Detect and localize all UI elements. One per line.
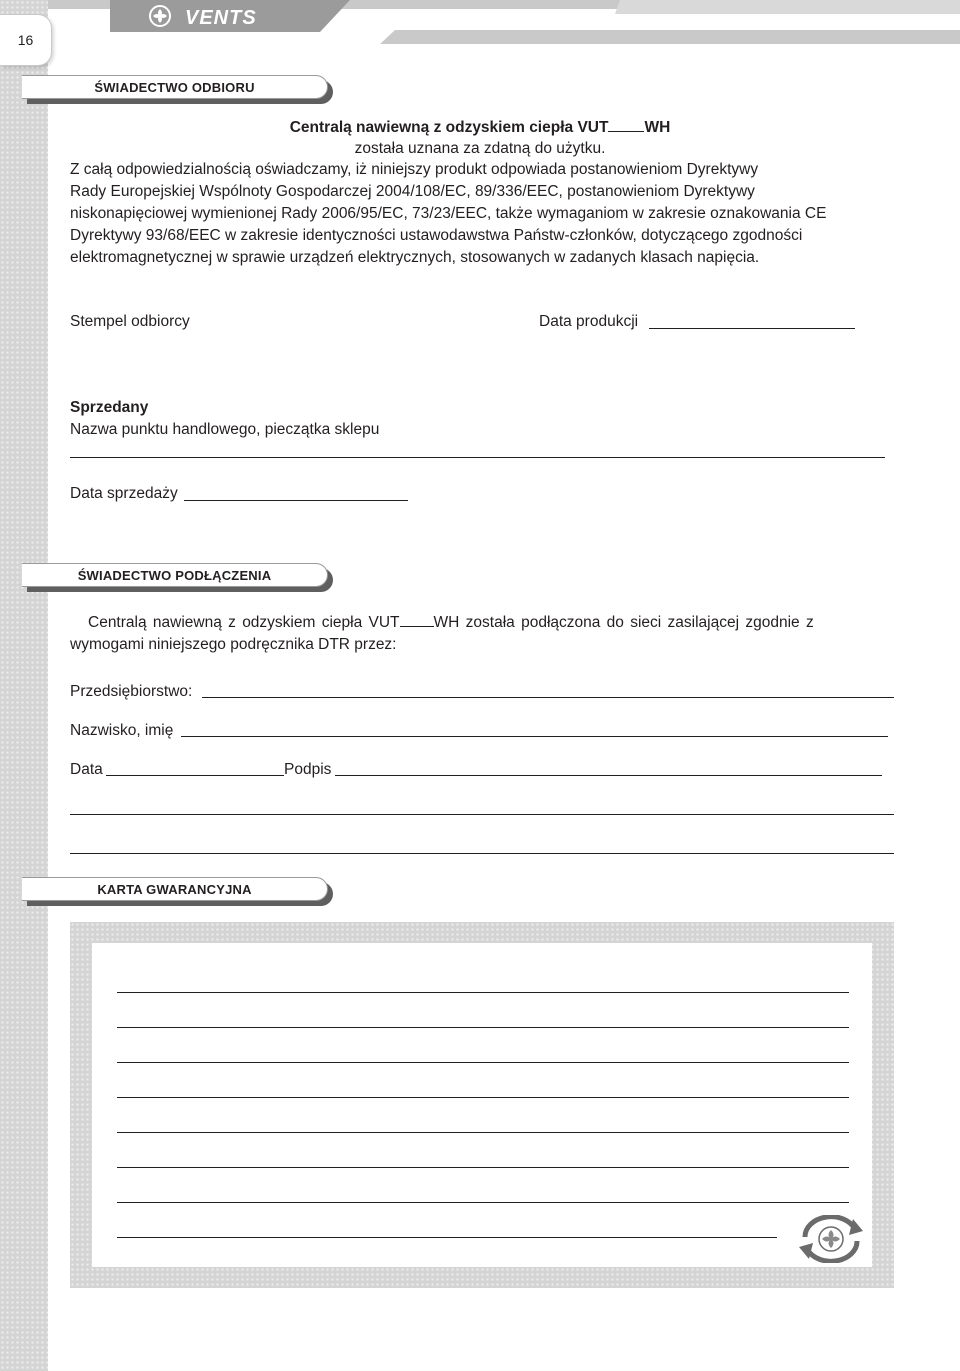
warranty-line-5[interactable] [117, 1132, 849, 1133]
shop-label: Nazwa punktu handlowego, pieczątka sklepu [70, 421, 380, 438]
warranty-line-7[interactable] [117, 1202, 849, 1203]
fan-logo-icon [150, 6, 170, 26]
warranty-line-4[interactable] [117, 1097, 849, 1098]
heading-pill: ŚWIADECTWO PODŁĄCZENIA [22, 563, 328, 587]
page-number: 16 [0, 14, 52, 66]
fan-arrows-icon [797, 1215, 865, 1263]
model-blank[interactable] [400, 613, 434, 627]
stamp-label: Stempel odbiorcy [70, 313, 190, 330]
name-label: Nazwisko, imię [70, 722, 174, 739]
section-heading-warranty [22, 877, 342, 901]
declaration-line-3: niskonapięciowej wymienionej Rady 2006/95/EC, 73/23/EEC, także wymaganiom w zakresie oznakowania CE [70, 205, 827, 222]
accepted-line: została uznana za zdatną do użytku. [354, 140, 606, 157]
company-label: Przedsiębiorstwo: [70, 683, 193, 700]
declaration-line-5: elektromagnetycznej w sprawie urządzeń elektrycznych, stosowanych w zadanych klasach napięcia. [70, 249, 760, 266]
warranty-line-8[interactable] [117, 1237, 777, 1238]
connection-line-1: Centralą nawiewną z odzyskiem ciepła VUT WH została podłączona do sieci zasilającej zgodnie z [88, 614, 814, 631]
sale-date-field[interactable] [184, 500, 408, 501]
production-date-field[interactable] [649, 328, 855, 329]
section-heading-acceptance [22, 75, 342, 99]
header-decoration [0, 0, 960, 50]
connection-line-2: wymogami niniejszego podręcznika DTR przez: [70, 636, 397, 653]
left-dotted-strip [0, 0, 48, 1371]
sold-label: Sprzedany [70, 399, 149, 416]
warranty-line-6[interactable] [117, 1167, 849, 1168]
model-blank[interactable] [608, 118, 644, 132]
warranty-line-2[interactable] [117, 1027, 849, 1028]
signature-field[interactable] [335, 775, 882, 776]
warranty-line-3[interactable] [117, 1062, 849, 1063]
brand-wordmark: VENTS [185, 7, 257, 29]
production-date-label: Data produkcji [539, 313, 639, 330]
sale-date-label: Data sprzedaży [70, 485, 178, 502]
connection-date-field[interactable] [106, 775, 284, 776]
heading-pill: ŚWIADECTWO ODBIORU [22, 75, 328, 99]
company-field[interactable] [202, 697, 894, 698]
signature-label: Podpis [284, 761, 332, 778]
date-label: Data [70, 761, 103, 778]
heading-pill: KARTA GWARANCYJNA [22, 877, 328, 901]
warranty-line-1[interactable] [117, 992, 849, 993]
name-field[interactable] [181, 736, 888, 737]
extra-field-1[interactable] [70, 814, 894, 815]
declaration-line-4: Dyrektywy 93/68/EEC w zakresie identyczności ustawodawstwa Państw-członków, dotyczącego zgodności [70, 227, 803, 244]
section-heading-connection [22, 563, 342, 587]
extra-field-2[interactable] [70, 853, 894, 854]
shop-field[interactable] [70, 457, 885, 458]
product-line: Centralą nawiewną z odzyskiem ciepła VUT WH [289, 119, 671, 136]
declaration-line-1: Z całą odpowiedzialnością oświadczamy, iż niniejszy produkt odpowiada postanowieniom Dyrektywy [70, 161, 759, 178]
declaration-line-2: Rady Europejskiej Wspólnoty Gospodarczej 2004/108/EC, 89/336/EEC, postanowieniom Dyrektywy [70, 183, 755, 200]
